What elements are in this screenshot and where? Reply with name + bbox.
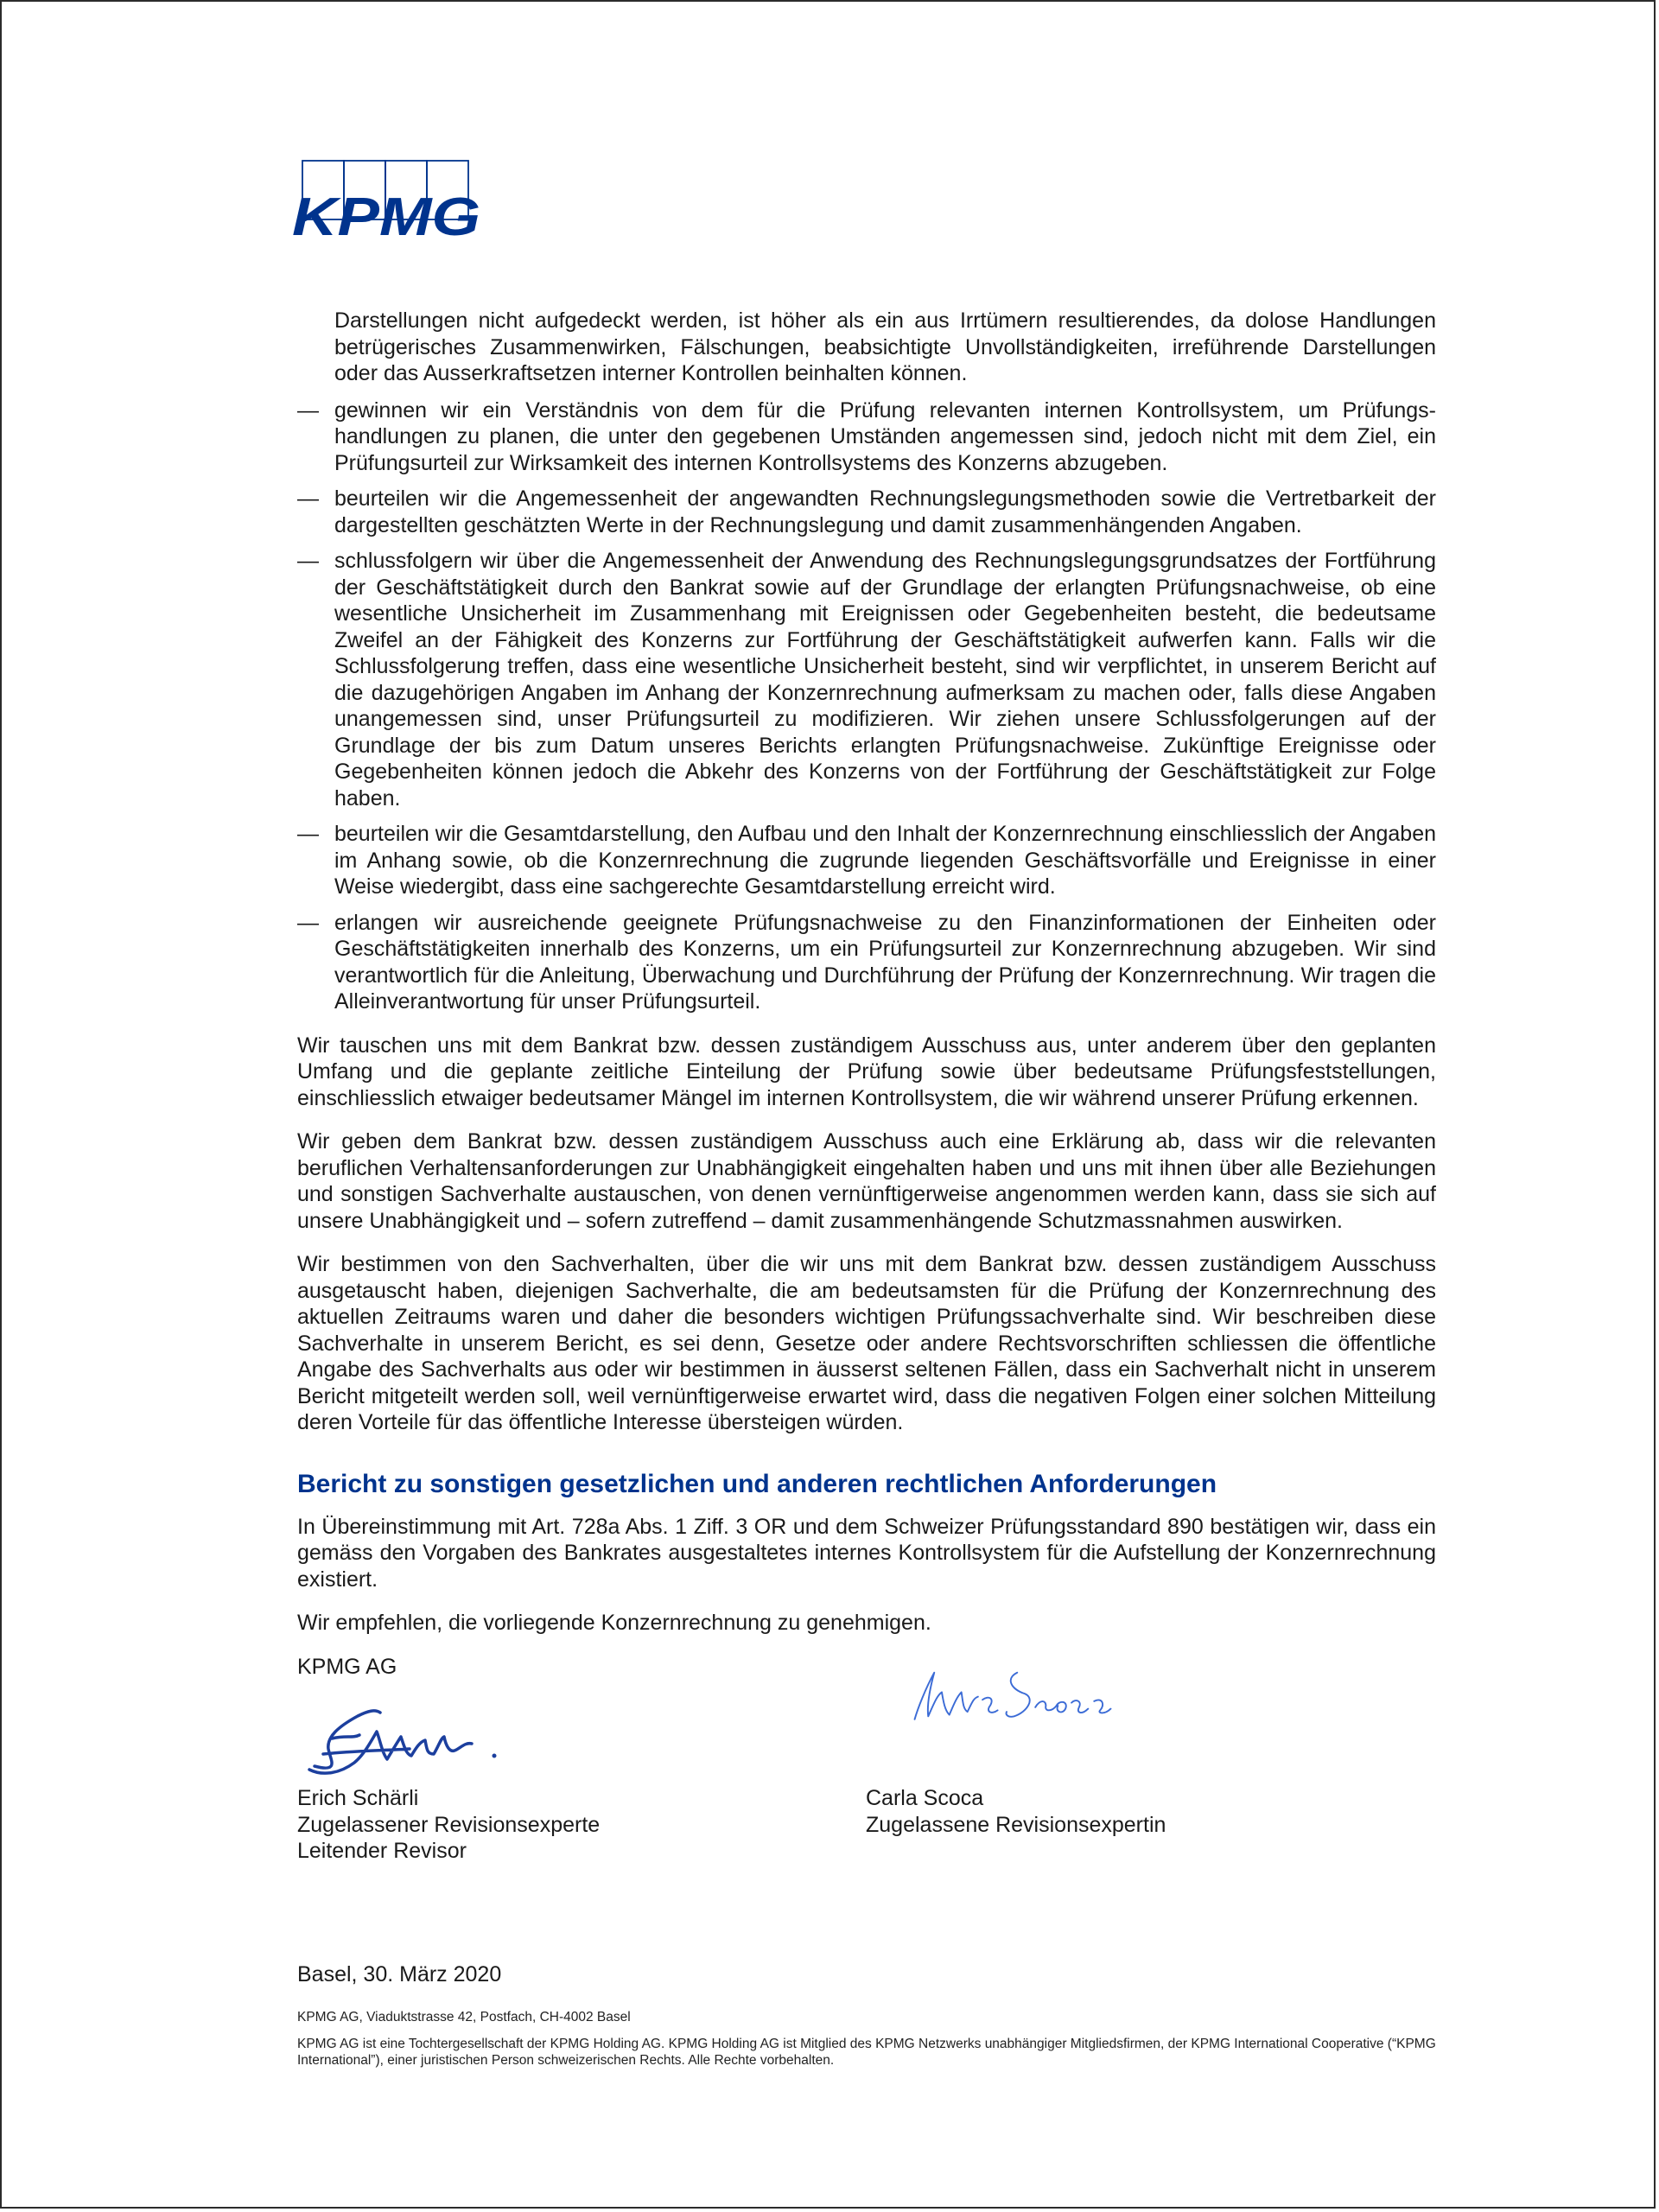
footer-legal: KPMG AG ist eine Tochtergesellschaft der KPMG Holding AG. KPMG Holding AG ist Mitglied des KPMG Netzwerks unabhängiger Mitgliedsfirmen, der KPMG International Cooperative (“KPMG International”), einer juristischen Person schweizerischen Rechts. Alle Rechte vorbehalten.: [297, 2036, 1436, 2068]
paragraph-recommendation: Wir empfehlen, die vorliegende Konzernrechnung zu genehmigen.: [297, 1611, 931, 1635]
list-item-text: schlussfolgern wir über die Angemessenheit der Anwendung des Rechnungslegungsgrundsatzes der Fortführung der Geschäftstätigkeit durch den Bankrat sowie auf der Grundlage der erlangten Prüfungsnachweise, ob eine wesentliche Unsicherheit im Zusammenhang mit Ereignissen oder Gegebenheiten besteht, die bedeutsame Zweifel an der Fähigkeit des Konzerns zur Fortführung der Geschäftstätigkeit aufwerfen kann. Falls wir die Schlussfolgerung treffen, dass eine wesentliche Unsicherheit besteht, sind wir verpflichtet, in unserem Bericht auf die dazugehörigen Angaben im Anhang der Konzernrechnung aufmerksam zu machen oder, falls diese Angaben unangemessen sind, unser Prüfungsurteil zu modifizieren. Wir ziehen unsere Schlussfolgerungen auf der Grundlage der bis zum Datum unseres Berichts erlangten Prüfungsnachweise. Zukünftige Ereignisse oder Gegebenheiten können jedoch die Abkehr des Konzerns von der Fortführung der Geschäftstätigkeit zur Folge haben.: [334, 549, 1436, 810]
signatory-role: Leitender Revisor: [297, 1839, 467, 1863]
list-item: [297, 821, 1436, 900]
dash-bullet: —: [297, 549, 319, 573]
dash-bullet: —: [297, 397, 319, 423]
list-item: [297, 486, 1436, 538]
continuation-paragraph: Darstellungen nicht aufgedeckt werden, ist höher als ein aus Irrtümern resultierendes, da dolose Handlungen betrügerisches Zusammenwirken, Fälschungen, beabsichtigte Unvollständigkeiten, irreführende Darstellungen oder das Ausserkraftsetzen interner Kontrollen beinhalten können.: [334, 308, 1436, 385]
signature-image: [297, 1699, 522, 1782]
signatory-right: [866, 1699, 1384, 1838]
place-and-date: Basel, 30. März 2020: [297, 1962, 502, 1986]
signatory-left: [297, 1699, 816, 1865]
svg-text:KPMG: KPMG: [292, 188, 480, 238]
paragraph-ics-confirmation: In Übereinstimmung mit Art. 728a Abs. 1 Ziff. 3 OR und dem Schweizer Prüfungsstandard 890 bestätigen wir, dass ein gemäss den Vorgaben des Bankrates ausgestaltetes internes Kontrollsystem für die Aufstellung der Konzernrechnung existiert.: [297, 1514, 1436, 1592]
signatory-title: Zugelassener Revisionsexperte: [297, 1812, 601, 1837]
signatory-name: Carla Scoca: [866, 1786, 984, 1810]
paragraph-key-matters: Wir bestimmen von den Sachverhalten, über die wir uns mit dem Bankrat bzw. dessen zuständigem Ausschuss ausgetauscht haben, diejenigen Sachverhalte, die am bedeutsamsten für die Prüfung der Konzernrechnung des aktuellen Zeitraums waren und daher die besonders wichtigen Prüfungssachverhalte sind. Wir beschreiben diese Sachverhalte in unserem Bericht, es sei denn, Gesetze oder andere Rechtsvorschriften schliessen die öffentliche Angabe des Sachverhalts aus oder wir bestimmen in äusserst seltenen Fällen, dass ein Sachverhalt nicht in unserem Bericht mitgeteilt werden soll, weil vernünftigerweise erwartet wird, dass die negativen Folgen einer solchen Mitteilung deren Vorteile für das öffentliche Interesse übersteigen würden.: [297, 1252, 1436, 1434]
list-item-text: beurteilen wir die Gesamtdarstellung, den Aufbau und den Inhalt der Konzernrechnung einschliesslich der Angaben im Anhang sowie, ob die Konzernrechnung die zugrunde liegenden Geschäftsvorfälle und Ereignisse in einer Weise wiedergibt, dass eine sachgerechte Gesamtdarstellung erreicht wird.: [334, 822, 1436, 899]
dash-bullet: —: [297, 486, 319, 511]
paragraph-communication: Wir tauschen uns mit dem Bankrat bzw. dessen zuständigem Ausschuss aus, unter anderem über den geplanten Umfang und die geplante zeitliche Einteilung der Prüfung sowie über bedeutsame Prüfungsfeststellungen, einschliesslich etwaiger bedeutsamer Mängel im internen Kontrollsystem, die wir während unserer Prüfung erkennen.: [297, 1033, 1436, 1110]
list-item: [297, 910, 1436, 1015]
footer: [297, 2009, 1436, 2069]
signature-area: [297, 1699, 1436, 1923]
section-heading: Bericht zu sonstigen gesetzlichen und anderen rechtlichen Anforderungen: [297, 1469, 1217, 1498]
signatory-title: Zugelassene Revisionsexpertin: [866, 1812, 1166, 1837]
signature-image: [866, 1659, 1160, 1742]
report-body: [297, 308, 1436, 2079]
footer-address: KPMG AG, Viaduktstrasse 42, Postfach, CH-4002 Basel: [297, 2009, 631, 2024]
paragraph-independence: Wir geben dem Bankrat bzw. dessen zuständigem Ausschuss auch eine Erklärung ab, dass wir die relevanten beruflichen Verhaltensanforderungen zur Unabhängigkeit eingehalten haben und uns mit ihnen über alle Beziehungen und sonstigen Sachverhalte austauschen, von denen vernünftigerweise angenommen werden kann, dass sie sich auf unsere Unabhängigkeit und – sofern zutreffend – damit zusammenhängende Schutzmassnahmen auswirken.: [297, 1129, 1436, 1233]
list-item-text: gewinnen wir ein Verständnis von dem für die Prüfung relevanten internen Kontrollsystem, um Prüfungshandlungen zu planen, die unter den gegebenen Umständen angemessen sind, jedoch nicht mit dem Ziel, ein Prüfungsurteil zur Wirksamkeit des internen Kontrollsystems des Konzerns abzugeben.: [334, 397, 1436, 475]
list-item-text: erlangen wir ausreichende geeignete Prüfungsnachweise zu den Finanzinformationen der Einheiten oder Geschäftstätigkeiten innerhalb des Konzerns, um ein Prüfungsurteil zur Konzernrechnung abzugeben. Wir sind verantwortlich für die Anleitung, Überwachung und Durchführung der Prüfung der Konzernrechnung. Wir tragen die Alleinverantwortung für unser Prüfungsurteil.: [334, 910, 1436, 1014]
kpmg-logo: [292, 159, 482, 238]
list-item: [297, 548, 1436, 811]
signatory-name: Erich Schärli: [297, 1786, 419, 1810]
dash-bullet: —: [297, 822, 319, 846]
list-item: [297, 397, 1436, 477]
procedure-list: [297, 397, 1436, 1015]
dash-bullet: —: [297, 910, 319, 935]
list-item-text: beurteilen wir die Angemessenheit der angewandten Rechnungslegungsmethoden sowie die Vertretbarkeit der dargestellten geschätzten Werte in der Rechnungslegung und damit zusammenhängenden Angaben.: [334, 486, 1436, 537]
firm-name: KPMG AG: [297, 1654, 397, 1679]
